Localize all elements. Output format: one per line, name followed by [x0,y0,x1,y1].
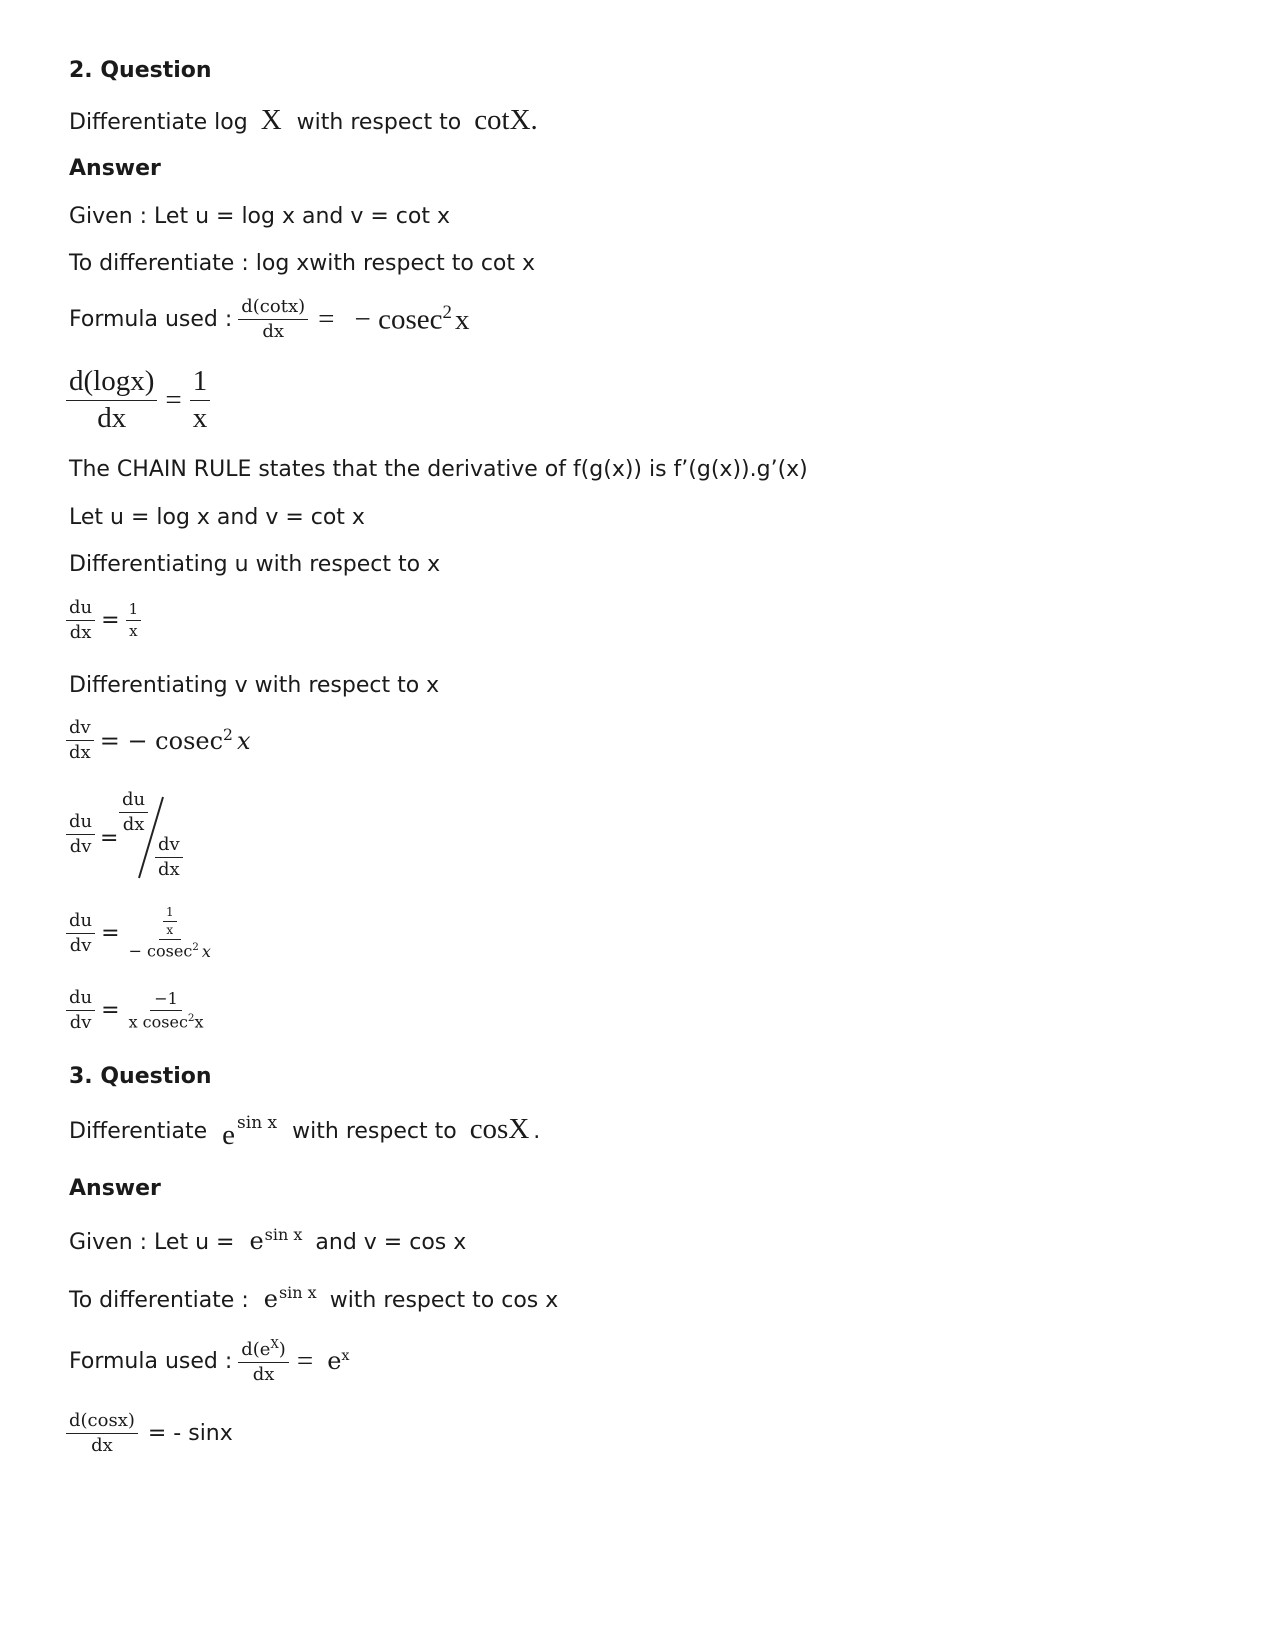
q3-question: Differentiate e $^{sin x}$ with respect to cosX . [69,1113,541,1151]
q3-question-fn: cosX [469,1113,530,1145]
q2-diff-u: Differentiating u with respect to x [69,552,441,577]
q2-heading: 2. Question [69,58,212,83]
q2-ratio-2: $\frac{du}{dv}$ = $\frac{\frac{1}{x}}{- cosec^2 x}$ [66,906,214,960]
q2-question [69,104,538,137]
q3-heading: 3. Question [69,1064,212,1089]
q2-let: Let u = log x and v = cot x [69,505,365,530]
q2-formula-1-fraction [238,297,308,342]
q3-formula-1: Formula used : $\frac{d(e^X)}{dx}$ = $e^x$ [69,1337,350,1385]
q3-question-e: e [222,1119,236,1151]
q2-formula-1 [69,297,469,342]
q2-formula-2 [66,366,210,435]
q2-given: Given : Let u = log x and v = cot x [69,204,451,229]
q3-to-differentiate: To differentiate : $e^{sin x}$ with respect to cos x [69,1283,559,1313]
q2-question-prefix: Differentiate log [69,110,248,135]
q2-formula-2-fraction [66,366,157,435]
q2-question-var: X [260,104,282,136]
q2-formula-2-numerator: d(logx) [66,366,157,401]
q2-question-mid: with respect to [296,110,462,135]
q3-question-exp: sin x [237,1113,278,1133]
q2-formula-label: Formula used : [69,306,233,332]
q2-ratio-1: $\frac{du}{dv}$ = $\frac{du}{dx}$ $\frac{dv}{dx}$ [66,790,206,885]
q3-answer-heading: Answer [69,1176,161,1201]
q2-answer-heading: Answer [69,156,161,181]
q2-formula-2-rhs: $\frac{1}{x}$ [190,366,211,435]
q2-chain-rule: The CHAIN RULE states that the derivative of f(g(x)) is f’(g(x)).g’(x) [69,457,808,482]
q2-to-differentiate: To differentiate : log xwith respect to cot x [69,251,536,276]
q2-du-dx: $\frac{du}{dx}$ = $\frac{1}{x}$ [66,598,141,643]
q2-question-fn: cotX. [474,104,538,136]
q2-formula-1-numerator: d(cotx) [238,297,308,320]
q2-formula-2-denominator: dx [97,401,127,434]
q2-ratio-3: $\frac{du}{dv}$ = $\frac{-1}{x cosec^2x}$ [66,988,207,1033]
q2-diff-v: Differentiating v with respect to x [69,673,440,698]
q2-formula-2-equals: = [165,383,182,416]
q3-formula-2: $\frac{d(\cos x)}{dx}$ = - sinx [66,1411,233,1456]
q2-formula-1-rhs: − cosec$^2$ x [354,301,470,336]
q2-formula-1-equals: = [318,302,335,335]
q3-given: Given : Let $u = e^{sin x}$ and v = cos x [69,1225,467,1255]
q2-formula-1-denominator: dx [262,320,285,342]
q2-dv-dx: $\frac{dv}{dx}$ = − cosec$^2$ x [66,718,251,763]
